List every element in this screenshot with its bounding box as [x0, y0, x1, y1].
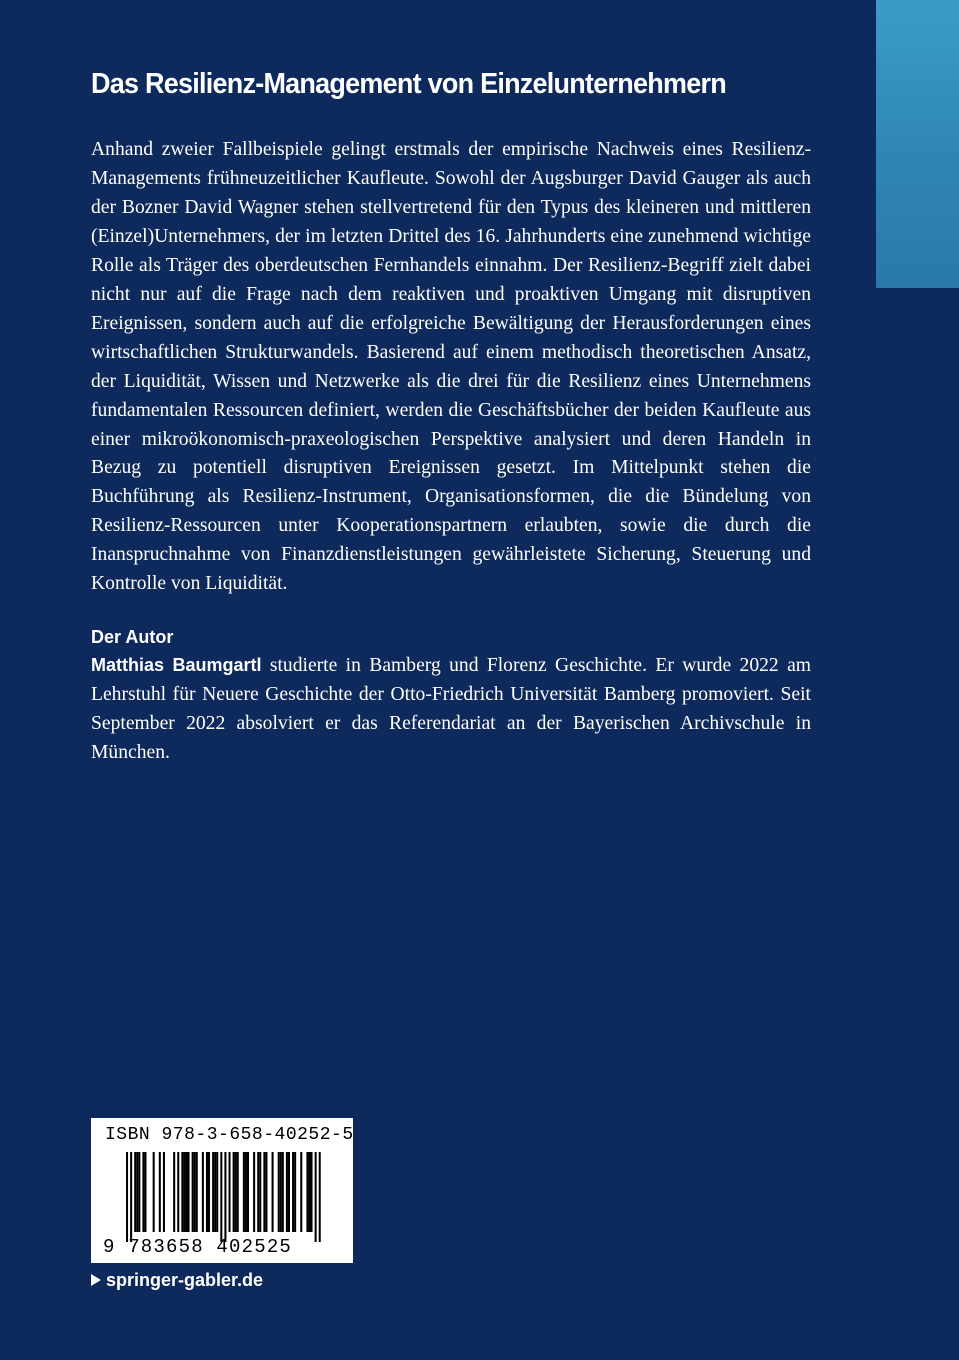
author-bio	[91, 651, 811, 768]
barcode-bar	[206, 1152, 208, 1232]
barcode-bar	[220, 1152, 222, 1242]
back-cover-content	[91, 62, 811, 768]
barcode-bar	[196, 1152, 198, 1232]
barcode-bar	[173, 1152, 175, 1232]
barcode-bar	[134, 1152, 136, 1232]
barcode-bar	[278, 1152, 280, 1232]
barcode-bar	[130, 1152, 132, 1242]
author-name: Matthias Baumgartl	[91, 655, 262, 676]
barcode-bar	[245, 1152, 247, 1232]
barcode-bar	[247, 1152, 249, 1232]
triangle-arrow-icon	[91, 1274, 101, 1286]
barcode-bar	[288, 1152, 290, 1232]
barcode-bar	[257, 1152, 259, 1232]
barcode-bar	[163, 1152, 165, 1232]
barcode-bar	[216, 1152, 218, 1232]
barcode-bar	[315, 1152, 317, 1242]
barcode-bar	[185, 1152, 187, 1232]
barcode-bar	[308, 1152, 310, 1232]
barcode-bar	[194, 1152, 196, 1232]
barcode-digits: 9 783658 402525	[103, 1236, 293, 1258]
barcode-bar	[202, 1152, 204, 1232]
barcode-bar	[265, 1152, 267, 1232]
isbn-barcode	[91, 1118, 353, 1263]
barcode-bar	[286, 1152, 288, 1232]
barcode-bar	[300, 1152, 302, 1232]
book-description: Anhand zweier Fallbeispiele gelingt erstmals der empirische Nachweis eines Resilienz-Managements frühneuzeitlicher Kaufleute. Sowohl der Augsburger David Gauger als auch der Bozner David Wagner stehen stellvertretend für den Typus des kleineren und mittleren (Einzel)Unternehmers, der im letzten Drittel des 16. Jahrhunderts eine zunehmend wichtige Rolle als Träger des oberdeutschen Fernhandels einnahm. Der Resilienz-Begriff zielt dabei nicht nur auf die Frage nach dem reaktiven und proaktiven Umgang mit disruptiven Ereignissen, sondern auch auf die erfolgreiche Bewältigung der Herausforderungen eines wirtschaftlichen Strukturwandels. Basierend auf einem methodisch theoretischen Ansatz, der Liquidität, Wissen und Netzwerke als die drei für die Resilienz eines Unternehmens fundamentalen Ressourcen definiert, werden die Geschäftsbücher der beiden Kaufleute aus einer mikroökonomisch-praxeologischen Perspektive analysiert und deren Handeln in Bezug zu potentiell disruptiven Ereignissen gesetzt. Im Mittelpunkt stehen die Buchführung als Resilienz-Instrument, Organisationsformen, die die Bündelung von Resilienz-Ressourcen unter Kooperationspartnern erlaubten, sowie die durch die Inanspruchnahme von Finanzdienstleistungen gewährleistete Sicherung, Steuerung und Kontrolle von Liquidität.	[91, 139, 811, 595]
barcode-bar	[183, 1152, 185, 1232]
barcode-bar	[272, 1152, 274, 1232]
barcode-bar	[229, 1152, 231, 1232]
barcode-bar	[280, 1152, 282, 1232]
barcode-bar	[253, 1152, 255, 1232]
barcode-bar	[235, 1152, 237, 1232]
barcode-bar	[126, 1152, 128, 1242]
barcode-bar	[142, 1152, 144, 1232]
barcode-bar	[224, 1152, 226, 1242]
author-bio-text: studierte in Bamberg und Florenz Geschichte. Er wurde 2022 am Lehrstuhl für Neuere Geschichte der Otto-Friedrich Universität Bamberg promoviert. Seit September 2022 absolviert er das Referendariat an der Bayerischen Archivschule in München.	[91, 655, 812, 764]
barcode-bar	[192, 1152, 194, 1232]
barcode-bar	[294, 1152, 296, 1232]
barcode-bar	[144, 1152, 146, 1232]
barcode-bar	[181, 1152, 183, 1232]
barcode-bar	[188, 1152, 190, 1232]
barcode-bar	[292, 1152, 294, 1232]
barcode-bars	[91, 1152, 353, 1244]
barcode-bar	[214, 1152, 216, 1232]
publisher-website[interactable]	[91, 1268, 263, 1292]
barcode-bar	[138, 1152, 140, 1232]
barcode-bar	[263, 1152, 265, 1232]
barcode-bar	[153, 1152, 155, 1232]
barcode-bar	[306, 1152, 308, 1232]
isbn-label: ISBN 978-3-658-40252-5	[105, 1125, 354, 1145]
barcode-bar	[159, 1152, 161, 1232]
accent-bar	[876, 0, 959, 288]
website-label[interactable]: springer-gabler.de	[106, 1270, 264, 1290]
barcode-bar	[282, 1152, 284, 1232]
barcode-bar	[237, 1152, 239, 1232]
barcode-bar	[259, 1152, 261, 1232]
barcode-bar	[319, 1152, 321, 1242]
barcode-bar	[243, 1152, 245, 1232]
book-title: Das Resilienz-Management von Einzelunternehmern	[91, 68, 726, 100]
barcode-bar	[212, 1152, 214, 1232]
author-heading: Der Autor	[91, 627, 174, 648]
barcode-bar	[136, 1152, 138, 1232]
barcode-bar	[311, 1152, 313, 1232]
barcode-bar	[177, 1152, 179, 1232]
barcode-bar	[208, 1152, 210, 1232]
barcode-bar	[233, 1152, 235, 1232]
